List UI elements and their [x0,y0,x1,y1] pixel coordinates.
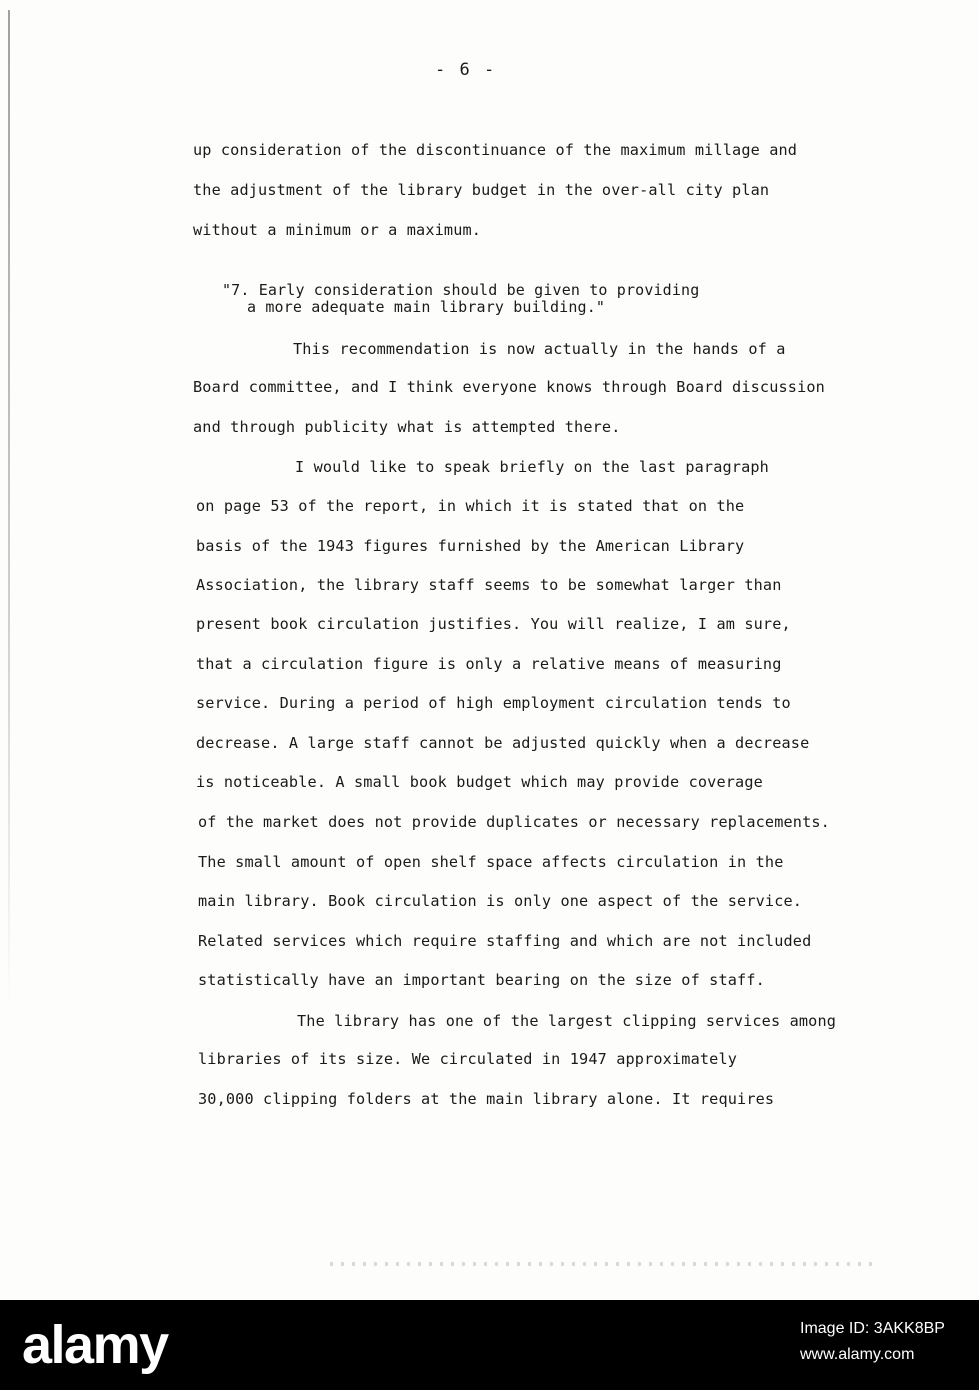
text-line: and through publicity what is attempted there. [193,418,621,436]
text-line: that a circulation figure is only a relative means of measuring [196,655,782,673]
scan-edge [8,10,10,1010]
text-line: main library. Book circulation is only one aspect of the service. [198,892,803,910]
text-line: present book circulation justifies. You will realize, I am sure, [196,615,791,633]
text-line: on page 53 of the report, in which it is stated that on the [196,497,745,515]
text-line: Related services which require staffing and which are not included [198,932,812,950]
text-line: without a minimum or a maximum. [193,221,482,239]
text-line: 30,000 clipping folders at the main library alone. It requires [198,1090,775,1108]
text-line: Association, the library staff seems to be somewhat larger than [196,576,782,594]
scan-specks [330,1262,880,1266]
brand-logo: alamy [22,1315,168,1375]
text-line: libraries of its size. We circulated in 1947 approximately [198,1050,738,1068]
quote-line: "7. Early consideration should be given to providing [222,281,700,299]
text-line: up consideration of the discontinuance of the maximum millage and [193,141,798,159]
text-line: service. During a period of high employment circulation tends to [196,694,791,712]
text-line: Board committee, and I think everyone knows through Board discussion [193,378,825,396]
text-line: decrease. A large staff cannot be adjusted quickly when a decrease [196,734,810,752]
text-line: I would like to speak briefly on the last paragraph [295,458,769,476]
page-number: - 6 - [435,60,497,80]
watermark-url: www.alamy.com [800,1346,915,1363]
text-line: of the market does not provide duplicates or necessary replacements. [198,813,830,831]
text-line: the adjustment of the library budget in the over-all city plan [193,181,770,199]
text-line: is noticeable. A small book budget which may provide coverage [196,773,763,791]
text-line: The small amount of open shelf space affects circulation in the [198,853,784,871]
quote-line: a more adequate main library building." [247,298,606,316]
image-id-label: Image ID: 3AKK8BP [800,1320,945,1337]
text-line: statistically have an important bearing on the size of staff. [198,971,765,989]
text-line: The library has one of the largest clipping services among [297,1012,837,1030]
text-line: basis of the 1943 figures furnished by the American Library [196,537,745,555]
watermark-footer [0,1300,979,1390]
text-line: This recommendation is now actually in the hands of a [293,340,786,358]
